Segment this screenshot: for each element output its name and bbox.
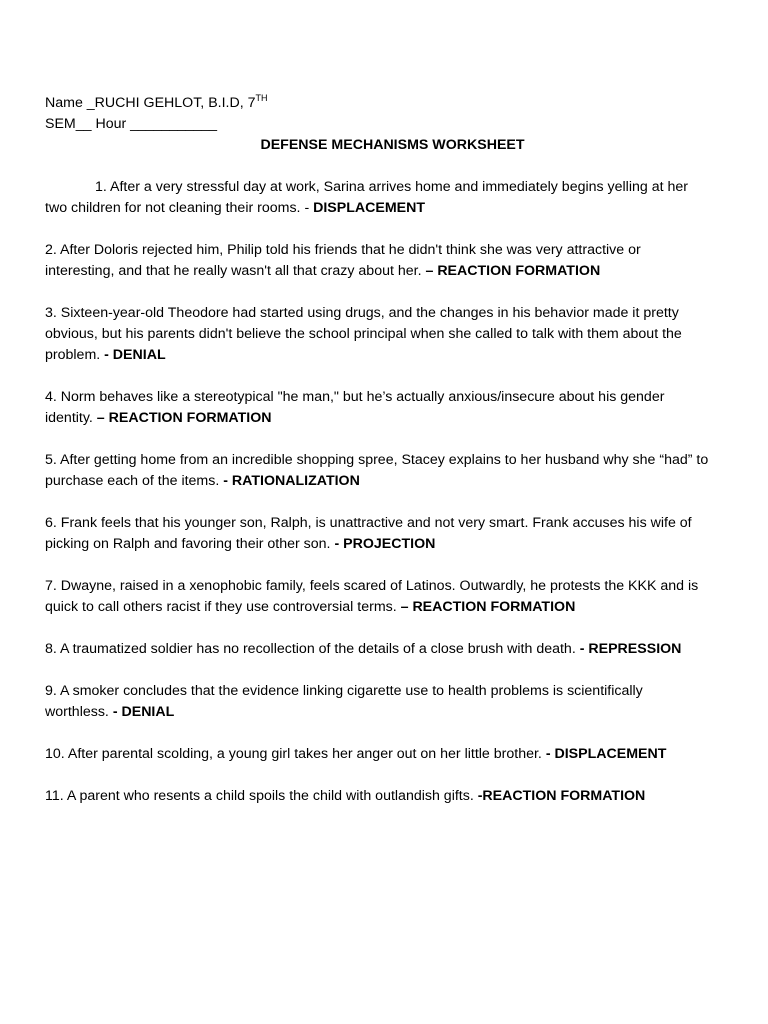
question-7 [45, 576, 710, 618]
question-2-text: 2. After Doloris rejected him, Philip told his friends that he didn't think she was very attractive or interesting, and that he really wasn't all that crazy about her. [45, 242, 641, 279]
name-superscript: TH [255, 93, 268, 103]
question-6 [45, 513, 710, 555]
question-5 [45, 450, 710, 492]
question-4 [45, 387, 710, 429]
question-4-text: 4. Norm behaves like a stereotypical "he man," but he’s actually anxious/insecure about his gender identity. [45, 389, 665, 426]
question-9 [45, 681, 710, 723]
question-10-answer: - DISPLACEMENT [545, 746, 667, 762]
question-9-text: 9. A smoker concludes that the evidence linking cigarette use to health problems is scientifically worthless. [45, 683, 643, 720]
question-11-answer: -REACTION FORMATION [477, 788, 646, 804]
question-6-text: 6. Frank feels that his younger son, Ralph, is unattractive and not very smart. Frank accuses his wife of picking on Ralph and favoring their other son. [45, 515, 692, 552]
question-1 [45, 177, 710, 219]
name-label: Name _RUCHI GEHLOT, B.I.D, 7 [45, 95, 256, 111]
question-3-text: 3. Sixteen-year-old Theodore had started using drugs, and the changes in his behavior made it pretty obvious, but his parents didn't believe the school principal when she called to talk with them about the problem. [45, 305, 682, 363]
question-8 [45, 639, 710, 660]
question-2 [45, 240, 710, 282]
question-8-text: 8. A traumatized soldier has no recollection of the details of a close brush with death. [45, 641, 580, 657]
question-3 [45, 303, 710, 366]
question-10-text: 10. After parental scolding, a young girl takes her anger out on her little brother. [45, 746, 546, 762]
question-7-answer: – REACTION FORMATION [400, 599, 576, 615]
question-5-answer: - RATIONALIZATION [223, 473, 360, 489]
worksheet-content [45, 93, 710, 807]
question-1-text: 1. After a very stressful day at work, Sarina arrives home and immediately begins yelling at her two children for not cleaning their rooms. - [45, 179, 688, 216]
question-2-answer: – REACTION FORMATION [425, 263, 601, 279]
question-8-answer: - REPRESSION [579, 641, 682, 657]
question-5-text: 5. After getting home from an incredible shopping spree, Stacey explains to her husband why she “had” to purchase each of the items. [45, 452, 709, 489]
question-9-answer: - DENIAL [112, 704, 175, 720]
sem-hour-line: SEM__ Hour ___________ [45, 116, 217, 132]
question-10 [45, 744, 710, 765]
question-1-answer: DISPLACEMENT [313, 200, 426, 216]
question-11-text: 11. A parent who resents a child spoils the child with outlandish gifts. [45, 788, 478, 804]
question-6-answer: - PROJECTION [334, 536, 436, 552]
question-3-answer: - DENIAL [104, 347, 166, 363]
name-line [45, 93, 710, 114]
question-11 [45, 786, 710, 807]
worksheet-title: DEFENSE MECHANISMS WORKSHEET [260, 137, 525, 153]
question-4-answer: – REACTION FORMATION [96, 410, 272, 426]
question-7-text: 7. Dwayne, raised in a xenophobic family, feels scared of Latinos. Outwardly, he protests the KKK and is quick to call others racist if they use controversial terms. [45, 578, 699, 615]
